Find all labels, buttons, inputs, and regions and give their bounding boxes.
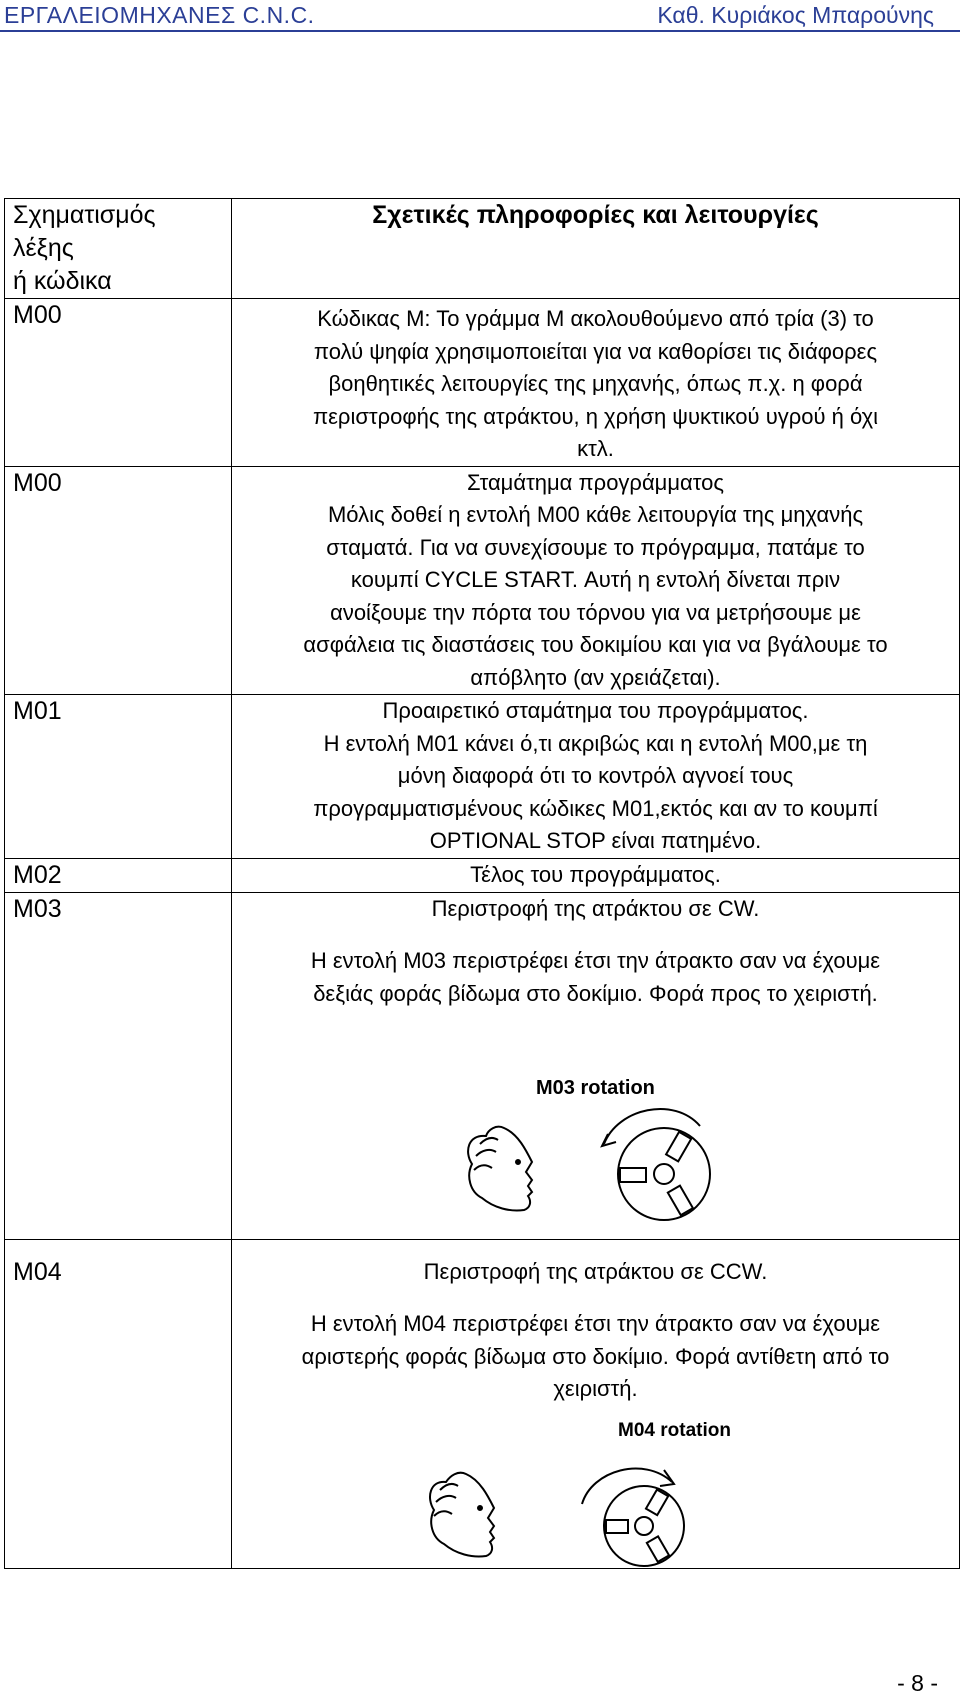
table-row: [5, 1239, 960, 1568]
m04-figure-label: M04 rotation: [617, 1419, 731, 1441]
table-row: [5, 466, 960, 695]
table-row: [5, 892, 960, 1239]
m03-rotation-figure: [386, 1016, 806, 1226]
code-cell: M00: [5, 466, 232, 695]
operator-head-icon: [430, 1472, 494, 1556]
page-number: - 8 -: [897, 1670, 938, 1696]
description-cell: Κώδικας Μ: Το γράμμα Μ ακολουθούμενο από τρία (3) το πολύ ψηφία χρησιμοποιείται για να καθορίσει τις διάφορες βοηθητικές λειτουργίες της μηχανής, όπως π.χ. η φορά περιστροφής της ατράκτου, η χρήση ψυκτικού υγρού ή όχι κτλ.: [232, 299, 960, 467]
code-cell: M03: [5, 892, 232, 1239]
table-row: [5, 858, 960, 892]
code-cell: M04: [5, 1239, 232, 1568]
table-row: [5, 299, 960, 467]
m-codes-table: [4, 198, 960, 1569]
operator-head-icon: [468, 1127, 532, 1211]
description-cell: Περιστροφή της ατράκτου σε CCW. Η εντολή Μ04 περιστρέφει έτσι την άτρακτο σαν να έχουμε αριστερής φοράς βίδωμα στο δοκίμιο. Φορά αντίθετη από το χειριστή. M04 rotation: [232, 1239, 960, 1568]
description-cell: Σταμάτημα προγράμματος Μόλις δοθεί η εντολή Μ00 κάθε λειτουργία της μηχανής σταματά. Για να συνεχίσουμε το πρόγραμμα, πατάμε το κουμπί CYCLE START. Αυτή η εντολή δίνεται πριν ανοίξουμε την πόρτα του τόρνου για να μετρήσουμε με ασφάλεια τις διαστάσεις του δοκιμίου και για να βγάλουμε το απόβλητο (αν χρειάζεται).: [232, 466, 960, 695]
description-cell: Προαιρετικό σταμάτημα του προγράμματος. Η εντολή Μ01 κάνει ό,τι ακριβώς και η εντολή Μ00,με τη μόνη διαφορά ότι το κοντρόλ αγνοεί τους προγραμματισμένους κώδικες Μ01,εκτός και αν το κουμπί OPTIONAL STOP είναι πατημένο.: [232, 695, 960, 859]
header-course-title: ΕΡΓΑΛΕΙΟΜΗΧΑΝΕΣ C.N.C.: [4, 2, 315, 28]
m03-figure-label: M03 rotation: [535, 1077, 655, 1099]
code-cell: M02: [5, 858, 232, 892]
table-row: [5, 695, 960, 859]
header-author: Καθ. Κυριάκος Μπαρούνης: [657, 2, 934, 28]
header-rule: [0, 30, 960, 32]
code-cell: M00: [5, 299, 232, 467]
m04-rotation-figure: [386, 1408, 806, 1568]
page-header: [0, 0, 960, 36]
code-cell: M01: [5, 695, 232, 859]
description-column-header: Σχετικές πληροφορίες και λειτουργίες: [232, 199, 960, 299]
chuck-icon: [618, 1128, 710, 1220]
rotation-arrow-icon: [582, 1468, 674, 1503]
rotation-arrow-icon: [602, 1109, 700, 1146]
chuck-icon: [604, 1486, 684, 1566]
table-header-row: [5, 199, 960, 299]
description-cell: Τέλος του προγράμματος.: [232, 858, 960, 892]
code-column-header: Σχηματισμός λέξης ή κώδικα: [5, 199, 232, 299]
description-cell: Περιστροφή της ατράκτου σε CW. Η εντολή Μ03 περιστρέφει έτσι την άτρακτο σαν να έχουμε δεξιάς φοράς βίδωμα στο δοκίμιο. Φορά προς το χειριστή. M03 rotation: [232, 892, 960, 1239]
